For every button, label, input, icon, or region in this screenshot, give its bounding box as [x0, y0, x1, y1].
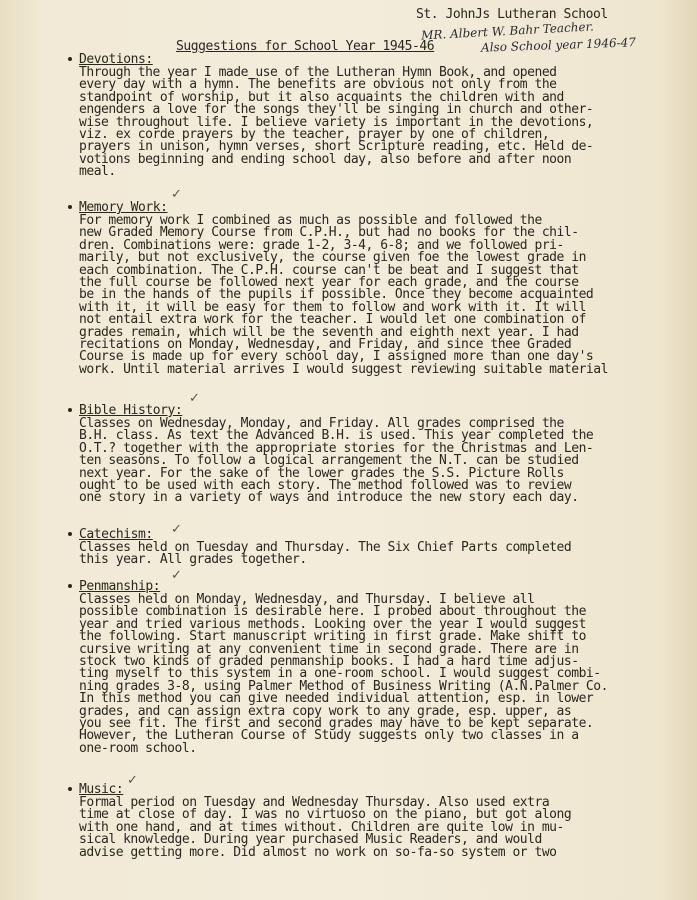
text-line: Through the year I made use of the Lutheran Hymn Book, and opened	[79, 65, 557, 80]
text-line: next year. For the sake of the lower grades the S.S. Picture Rolls	[79, 465, 564, 481]
section-catechism	[79, 522, 689, 568]
text-line: ting myself to this system in a one-room school. I would suggest combi-	[79, 666, 601, 682]
text-line: cursive writing at any convenient time in second grade. There are in	[79, 641, 579, 657]
text-line: every day with a hymn. The benefits are obvious not only from the	[79, 77, 557, 93]
text-line: meal.	[79, 164, 116, 180]
bullet-mark	[68, 205, 72, 209]
checkmark-icon: ✓	[189, 391, 200, 406]
text-line: not entail extra work for the teacher. I would let one combination of	[79, 312, 586, 328]
text-line: advise getting more. Did almost no work on so-fa-so system or two	[79, 844, 557, 860]
section-heading: Bible History:	[79, 404, 689, 418]
text-line: recitations on Monday, Wednesday, and Friday, and since thee Graded	[79, 337, 572, 353]
text-line: possible combination is desirable here. I probed about throughout the	[79, 604, 586, 620]
section-heading: Memory Work:	[79, 201, 689, 215]
text-line: ning grades 3-8, using Palmer Method of Business Writing (A.N.Palmer Co.	[79, 678, 608, 694]
checkmark-icon: ✓	[127, 773, 138, 788]
text-line: B.H. class. As text the Advanced B.H. is used. This year completed the	[79, 428, 594, 444]
text-line: However, the Lutheran Course of Study suggests only two classes in a	[79, 728, 579, 744]
text-line: Classes held on Tuesday and Thursday. The Six Chief Parts completed	[79, 540, 572, 555]
text-line: the following. Start manuscript writing in first grade. Make shift to	[79, 629, 586, 645]
text-line: ten seasons. To follow a logical arrangement the N.T. can be studied	[79, 453, 579, 469]
handwritten-year-note: Also School year 1946-47	[480, 35, 637, 55]
text-line: Classes held on Monday, Wednesday, and Thursday. I believe all	[79, 592, 535, 607]
title-text: Suggestions for School Year	[176, 39, 383, 54]
text-line: O.T.? together with the appropriate stories for the Christmas and Len-	[79, 440, 594, 456]
text-line: ought to be used with each story. The method followed was to review	[79, 478, 572, 494]
text-line: time at close of day. I was no virtuoso on the piano, but got along	[79, 807, 572, 823]
school-name: St. JohnJs Lutheran School	[416, 7, 608, 22]
text-line: viz. ex corde prayers by the teacher, prayer by one of children,	[79, 127, 550, 143]
text-line: one-room school.	[79, 740, 197, 756]
section-body	[79, 594, 689, 755]
text-line: prayers in unison, hymn verses, short Scripture reading, etc. Held de-	[79, 139, 594, 155]
section-body	[79, 542, 689, 567]
text-line: year and tried various methods. Looking over the year I would suggest	[79, 616, 586, 632]
checkmark-icon: ✓	[171, 522, 182, 537]
text-line: new Graded Memory Course from C.P.H., but had no books for the chil-	[79, 225, 579, 241]
text-line: standpoint of worship, but it also acquaints the children with and	[79, 89, 564, 105]
bullet-mark	[68, 57, 72, 61]
text-line: grades remain, which will be the seventh and eighth next year. I had	[79, 324, 579, 340]
text-line: wise throughout life. I believe variety is important in the devotions,	[79, 114, 594, 130]
section-heading: Devotions:	[79, 53, 689, 67]
section-heading: Catechism:	[79, 528, 689, 542]
text-line: sical knowledge. During year purchased Music Readers, and would	[79, 832, 542, 848]
section-heading: Penmanship:	[79, 580, 689, 594]
text-line: votions beginning and ending school day, also before and after noon	[79, 151, 572, 167]
section-body	[79, 67, 689, 179]
section-music	[79, 773, 689, 860]
document-title	[176, 40, 434, 54]
section-memory-work	[79, 187, 689, 377]
text-line: the full course be followed next year for each grade, and the course	[79, 275, 579, 291]
text-line: this year. All grades together.	[79, 552, 307, 568]
section-bible-history	[79, 391, 689, 506]
checkmark-icon: ✓	[171, 187, 182, 202]
bullet-mark	[68, 408, 72, 412]
text-line: be in the hands of the pupils if possible. Once they become acquainted	[79, 287, 594, 303]
text-line: marily, but not exclusively, the course given foe the lowest grade in	[79, 250, 586, 266]
section-body	[79, 215, 689, 376]
bullet-mark	[68, 532, 72, 536]
title-year: 1945-46	[382, 39, 435, 54]
section-penmanship	[79, 568, 689, 756]
text-line: one story in a variety of ways and introduce the new story each day.	[79, 490, 579, 506]
handwritten-teacher-note: MR. Albert W. Bahr Teacher.	[420, 19, 595, 43]
text-line: with it, it will be easy for them to follow and work with it. It will	[79, 299, 586, 315]
text-line: dren. Combinations were: grade 1-2, 3-4, 6-8; and we followed pri-	[79, 237, 564, 253]
section-heading: Music:	[79, 783, 689, 797]
text-line: grades, and can assign extra copy work to any grade, esp. upper, as	[79, 703, 572, 719]
text-line: Classes on Wednesday, Monday, and Friday. All grades comprised the	[79, 416, 564, 431]
text-line: each combination. The C.P.H. course can't be beat and I suggest that	[79, 262, 579, 278]
text-line: engenders a love for the songs they'll be singing in church and other-	[79, 102, 594, 118]
section-body	[79, 418, 689, 505]
text-line: stock two kinds of graded penmanship books. I had a hard time adjus-	[79, 654, 579, 670]
text-line: work. Until material arrives I would suggest reviewing suitable material	[79, 361, 608, 377]
text-line: you see fit. The first and second grades may have to be kept separate.	[79, 716, 594, 732]
bullet-mark	[68, 787, 72, 791]
section-body	[79, 797, 689, 859]
text-line: In this method you can give needed individual attention, esp. in lower	[79, 691, 594, 707]
text-line: with one hand, and at times without. Children are quite low in mu-	[79, 819, 564, 835]
text-line: Course is made up for every school day, I assigned more than one day's	[79, 349, 594, 365]
text-line: For memory work I combined as much as possible and followed the	[79, 213, 542, 228]
section-devotions	[79, 53, 689, 179]
checkmark-icon: ✓	[171, 568, 182, 583]
text-line: Formal period on Tuesday and Wednesday Thursday. Also used extra	[79, 795, 550, 810]
bullet-mark	[68, 584, 72, 588]
